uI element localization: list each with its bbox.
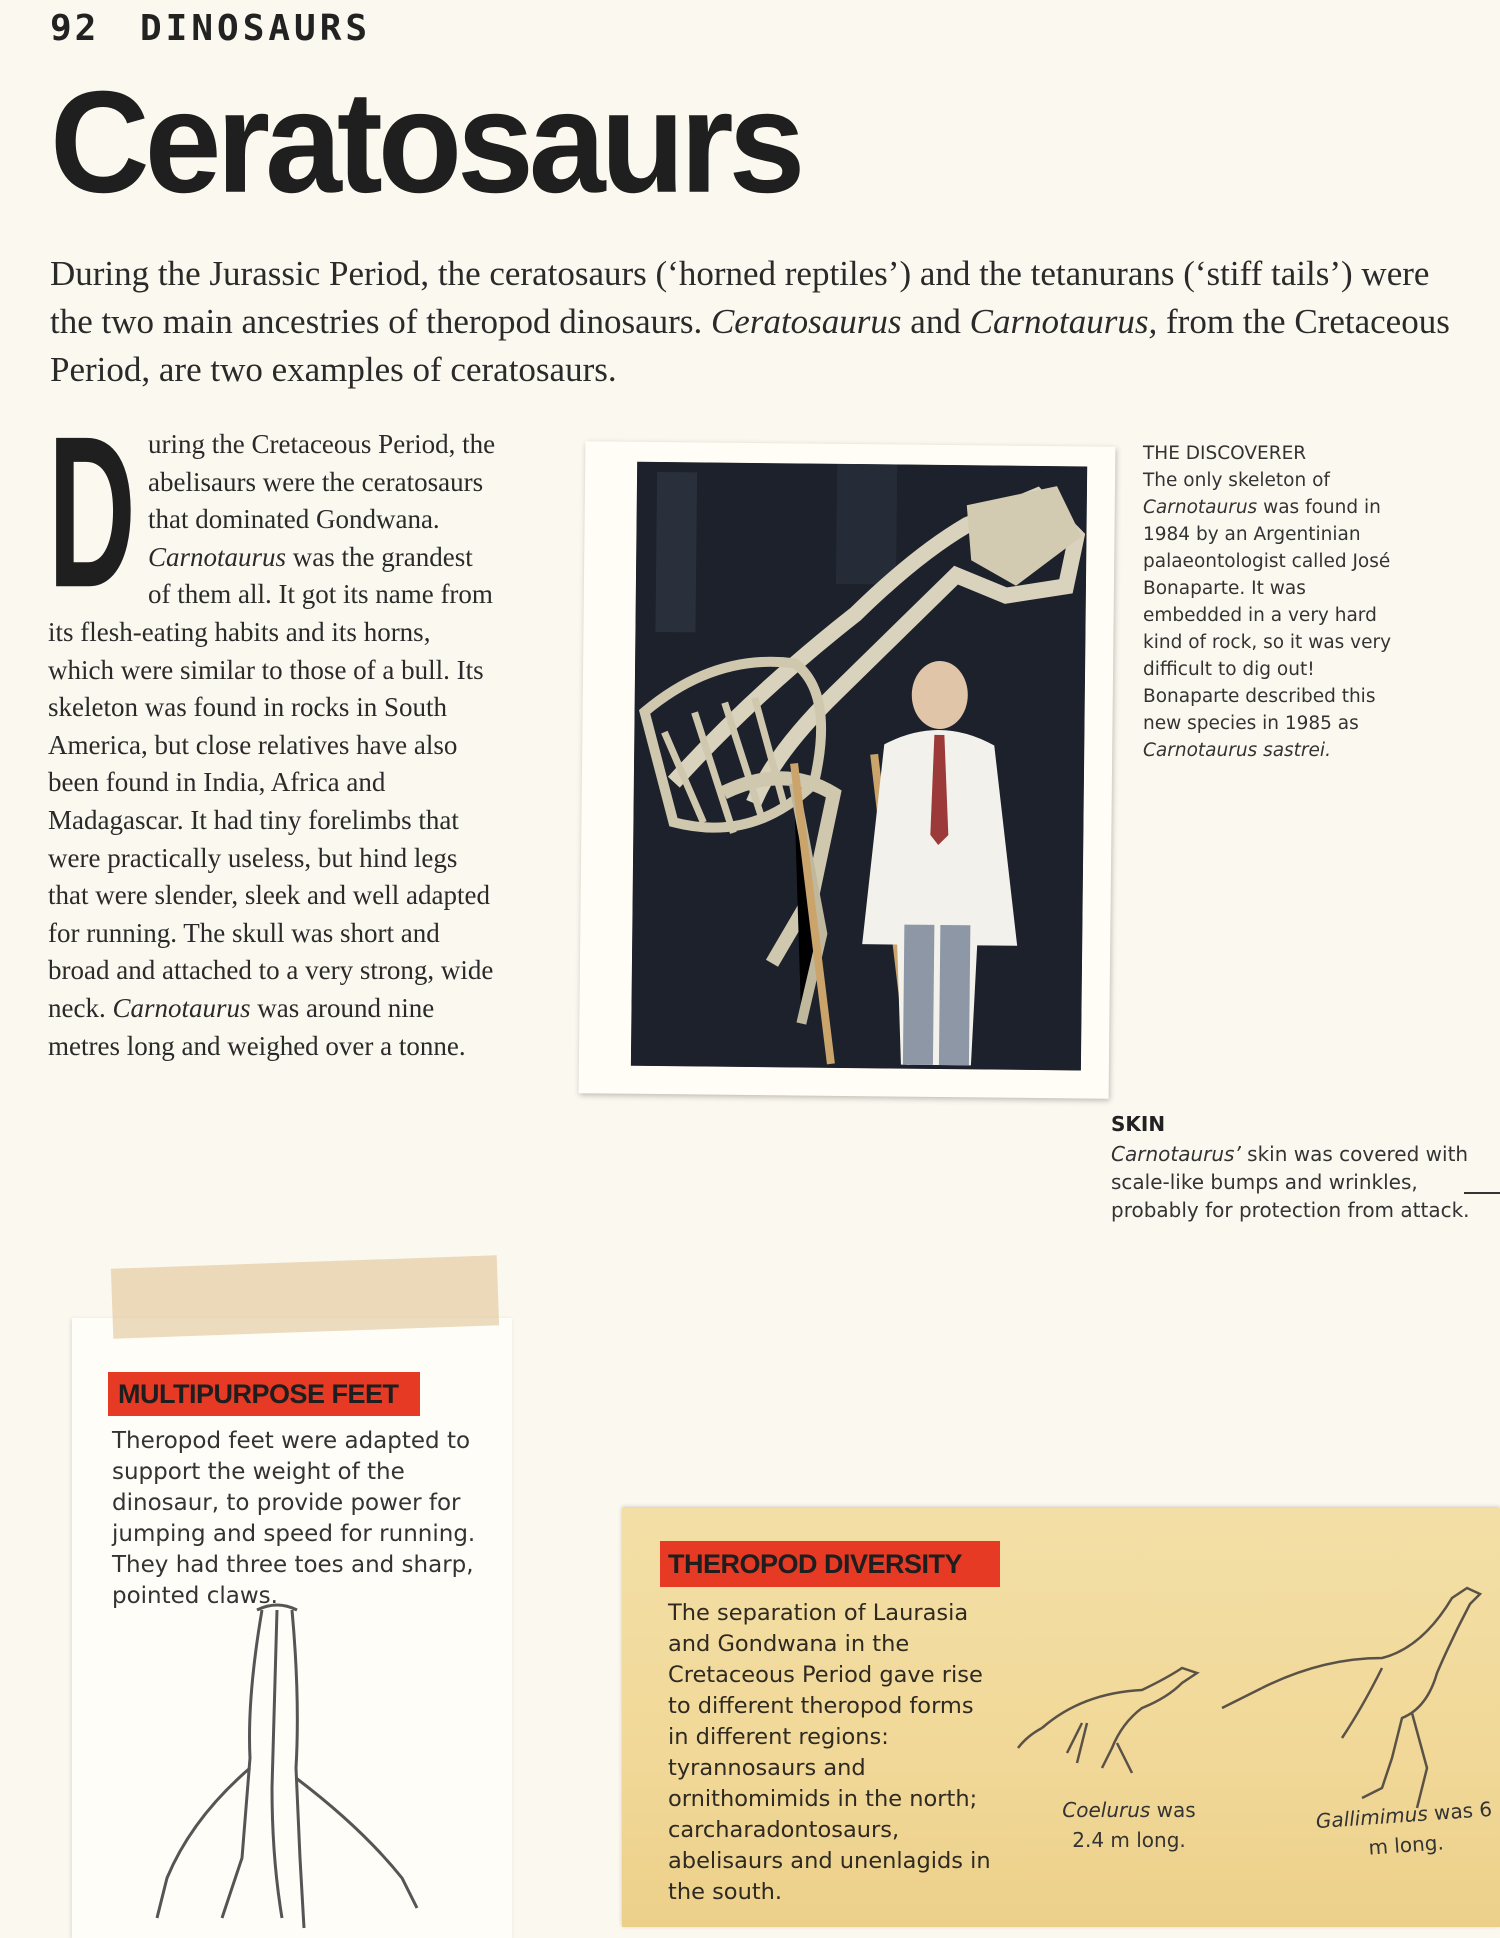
intro-paragraph <box>50 250 1460 394</box>
theropod-text: The separation of Laurasia and Gondwana in the Cretaceous Period gave rise to different theropod forms in different regions: tyrannosaurs and ornithomimids in the north; carcharadontosaurs, abelisaurs and unenlagids in the south. <box>668 1600 991 1905</box>
discoverer-caption <box>1143 440 1403 764</box>
discoverer-text: The only skeleton of <box>1143 470 1330 491</box>
feet-label: MULTIPURPOSE FEET <box>108 1372 420 1416</box>
coelurus-caption <box>1044 1795 1214 1855</box>
gallimimus-length: was 6 m long. <box>1367 1796 1493 1860</box>
body-text: was around nine metres long and weighed over a tonne. <box>48 992 466 1061</box>
page-title: Ceratosaurs <box>50 61 801 224</box>
intro-italic-ceratosaurus: Ceratosaurus <box>710 302 902 341</box>
body-italic: Carnotaurus <box>112 992 251 1023</box>
discoverer-text: was found in 1984 by an Argentinian palaeontologist called José Bonaparte. It was embedded in a very hard kind of rock, so it was very difficult to dig out! Bonaparte described this new species in 1985 as <box>1143 497 1392 734</box>
intro-text: and <box>901 302 970 341</box>
intro-text: During the Jurassic Period, the ceratosaurs (‘horned reptiles’) and the tetanurans (‘stiff tails’) were the two main ancestries of theropod dinosaurs. <box>50 254 1430 341</box>
tape-strip <box>111 1255 499 1338</box>
drop-cap: D <box>48 391 136 633</box>
body-text: uring the Cretaceous Period, the abelisaurs were the ceratosaurs that dominated Gondwana. <box>148 429 496 535</box>
skeleton-illustration <box>631 462 1087 1071</box>
body-italic: Carnotaurus <box>148 541 287 572</box>
skin-pointer-line <box>1464 1192 1500 1194</box>
intro-italic-carnotaurus: Carnotaurus, <box>969 302 1158 341</box>
feet-text: Theropod feet were adapted to support the weight of the dinosaur, to provide power for jumping and speed for running. They had three toes and sharp, pointed claws. <box>112 1428 476 1609</box>
skin-text: skin was covered with scale-like bumps and wrinkles, probably for protection from attack. <box>1111 1142 1470 1222</box>
coelurus-name: Coelurus <box>1062 1798 1151 1822</box>
discoverer-italic: Carnotaurus sastrei. <box>1143 740 1331 761</box>
body-text: was the grandest of them all. It got its name from its flesh-eating habits and its horns, which were similar to those of a bull. Its skeleton was found in rocks in South America, but close relatives have also been found in India, Africa and Madagascar. It had tiny forelimbs that were practically useless, but hind legs that were slender, sleek and well adapted for running. The skull was short and broad and attached to a very strong, wide neck. <box>48 541 494 1023</box>
body-paragraph <box>48 391 498 1065</box>
discoverer-italic: Carnotaurus <box>1143 497 1258 518</box>
skin-caption <box>1111 1140 1481 1224</box>
skin-heading: SKIN <box>1111 1112 1166 1136</box>
coelurus-length: was 2.4 m long. <box>1072 1798 1196 1852</box>
section-header: DINOSAURS <box>140 8 372 49</box>
discoverer-heading: THE DISCOVERER <box>1143 443 1307 464</box>
intro-text: from the Cretaceous Period, are two examples of ceratosaurs. <box>50 302 1450 389</box>
photo-frame <box>579 441 1116 1099</box>
skin-italic: Carnotaurus’ <box>1111 1142 1241 1166</box>
skeleton-photo <box>631 462 1087 1071</box>
gallimimus-name: Gallimimus <box>1315 1801 1429 1834</box>
theropod-label: THEROPOD DIVERSITY <box>660 1541 1000 1587</box>
page-number: 92 <box>50 8 100 49</box>
